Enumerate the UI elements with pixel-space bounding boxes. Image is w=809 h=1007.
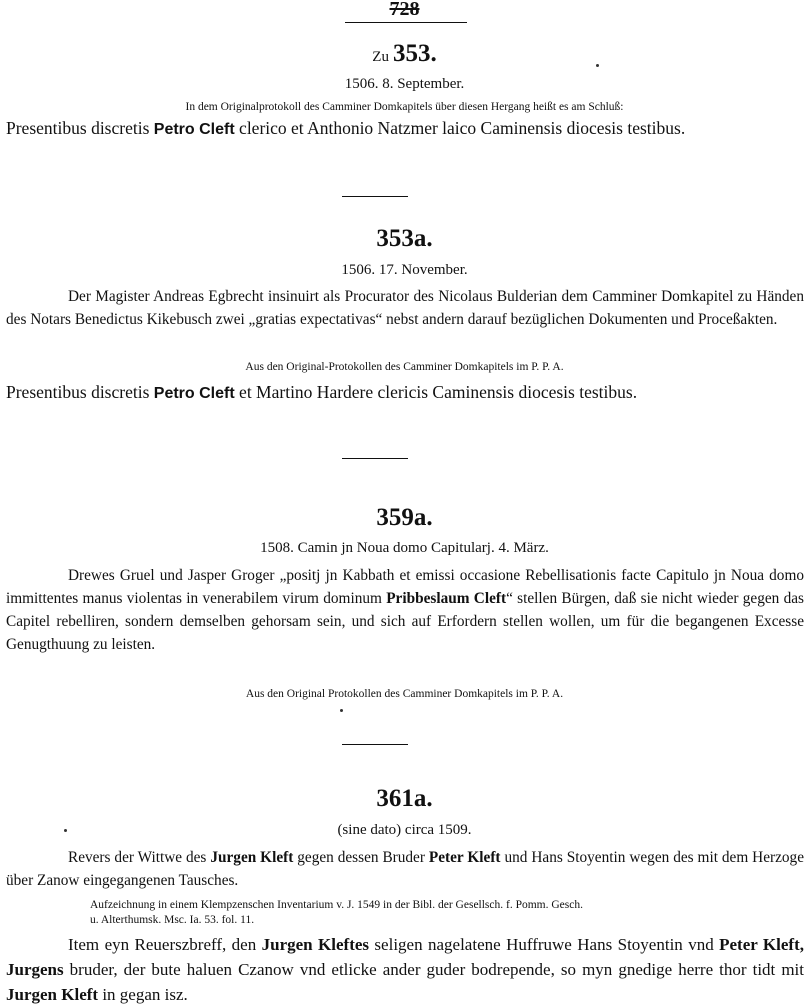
section-date: 1506. 17. November. <box>341 262 468 278</box>
regest-paragraph <box>6 564 804 656</box>
person-name: Pribbeslaum Cleft <box>386 590 507 607</box>
section-heading-353a: 353a. <box>376 225 433 252</box>
latin-text: in gegan isz. <box>98 985 188 1004</box>
section-date: (sine dato) circa 1509. <box>337 822 472 838</box>
print-speck <box>64 829 67 832</box>
person-name: Jurgen Kleft <box>210 849 294 866</box>
text-run: “ stellen Bürgen, daß sie nicht wieder gegen das Capitel rebelliren, sondern demselben gehorsam sein, und sich auf Erfordern stellen wollen, um für die begangenen Excesse Genugthuung zu leisten. <box>6 590 805 653</box>
regest-paragraph: Der Magister Andreas Egbrecht insinuirt als Procurator des Nicolaus Bulderian dem Camminer Domkapitel zu Händen des Notars Benedictus Kikebusch zwei „gratias expectativas“ nebst andern darauf bezüglichen Dokumenten und Proceßakten. <box>6 288 804 328</box>
source-note-line-1: Aufzeichnung in einem Klempzenschen Inventarium v. J. 1549 in der Bibl. der Gesellsch. f. Pomm. Gesch. <box>90 899 583 911</box>
section-heading-353 <box>0 40 809 68</box>
latin-witness-line <box>6 118 685 139</box>
section-divider <box>342 196 408 197</box>
section-divider <box>342 744 408 745</box>
text-run: und Hans Stoyentin wegen des mit dem Herzoge über Zanow eingegangenen Tausches. <box>6 849 804 889</box>
person-name: Jurgen Kleftes <box>261 935 370 954</box>
heading-number: 353. <box>392 40 437 67</box>
latin-witness-line <box>6 382 637 403</box>
header-rule <box>345 22 467 23</box>
regest-paragraph <box>6 846 804 892</box>
section-heading-361a: 361a. <box>376 785 433 812</box>
section-date: 1508. Camin jn Noua domo Capitularj. 4. März. <box>260 540 549 556</box>
person-name: Jurgens <box>6 960 64 979</box>
person-name: Peter Kleft <box>428 849 501 866</box>
heading-prefix: Zu <box>372 49 389 65</box>
latin-text: seligen nagelatene Huffruwe Hans Stoyentin vnd <box>369 935 720 954</box>
print-speck <box>596 64 599 67</box>
latin-text: Presentibus discretis <box>6 382 154 402</box>
person-name: Peter Kleft, <box>719 935 804 954</box>
latin-text: bruder, der bute haluen Czanow vnd etlicke ander guder bodrepende, so myn gnedige herre thor tidt mit <box>63 960 804 979</box>
print-speck <box>340 709 343 712</box>
source-note: Aus den Original Protokollen des Camminer Domkapitels im P. P. A. <box>245 688 564 700</box>
latin-text: clerico et Anthonio Natzmer laico Caminensis diocesis testibus. <box>234 118 686 138</box>
section-divider <box>342 458 408 459</box>
text-run: Revers der Wittwe des <box>68 849 211 866</box>
page-number: 728 <box>389 0 420 20</box>
person-name: Petro Cleft <box>153 385 235 402</box>
source-note-line-2: u. Alterthumsk. Msc. Ia. 53. fol. 11. <box>90 914 255 926</box>
person-name: Petro Cleft <box>153 121 235 138</box>
section-heading-359a: 359a. <box>376 504 433 531</box>
text-run: Drewes Gruel und Jasper Groger „positj jn Kabbath et emissi occasione Rebellisationis facte Capitulo jn Noua domo immittentes manus violentas in venerabilem virum dominum <box>6 567 804 607</box>
source-note: In dem Originalprotokoll des Camminer Domkapitels über diesen Hergang heißt es am Schluß: <box>185 101 624 113</box>
section-date: 1506. 8. September. <box>344 76 465 92</box>
latin-text: Presentibus discretis <box>6 118 154 138</box>
latin-text: Item eyn Reuerszbreff, den <box>68 935 262 954</box>
person-name: Jurgen Kleft <box>6 985 99 1004</box>
text-run: gegen dessen Bruder <box>293 849 429 866</box>
latin-paragraph <box>6 932 804 1007</box>
source-note: Aus den Original-Protokollen des Camminer Domkapitels im P. P. A. <box>245 361 564 373</box>
latin-text: et Martino Hardere clericis Caminensis diocesis testibus. <box>234 382 638 402</box>
